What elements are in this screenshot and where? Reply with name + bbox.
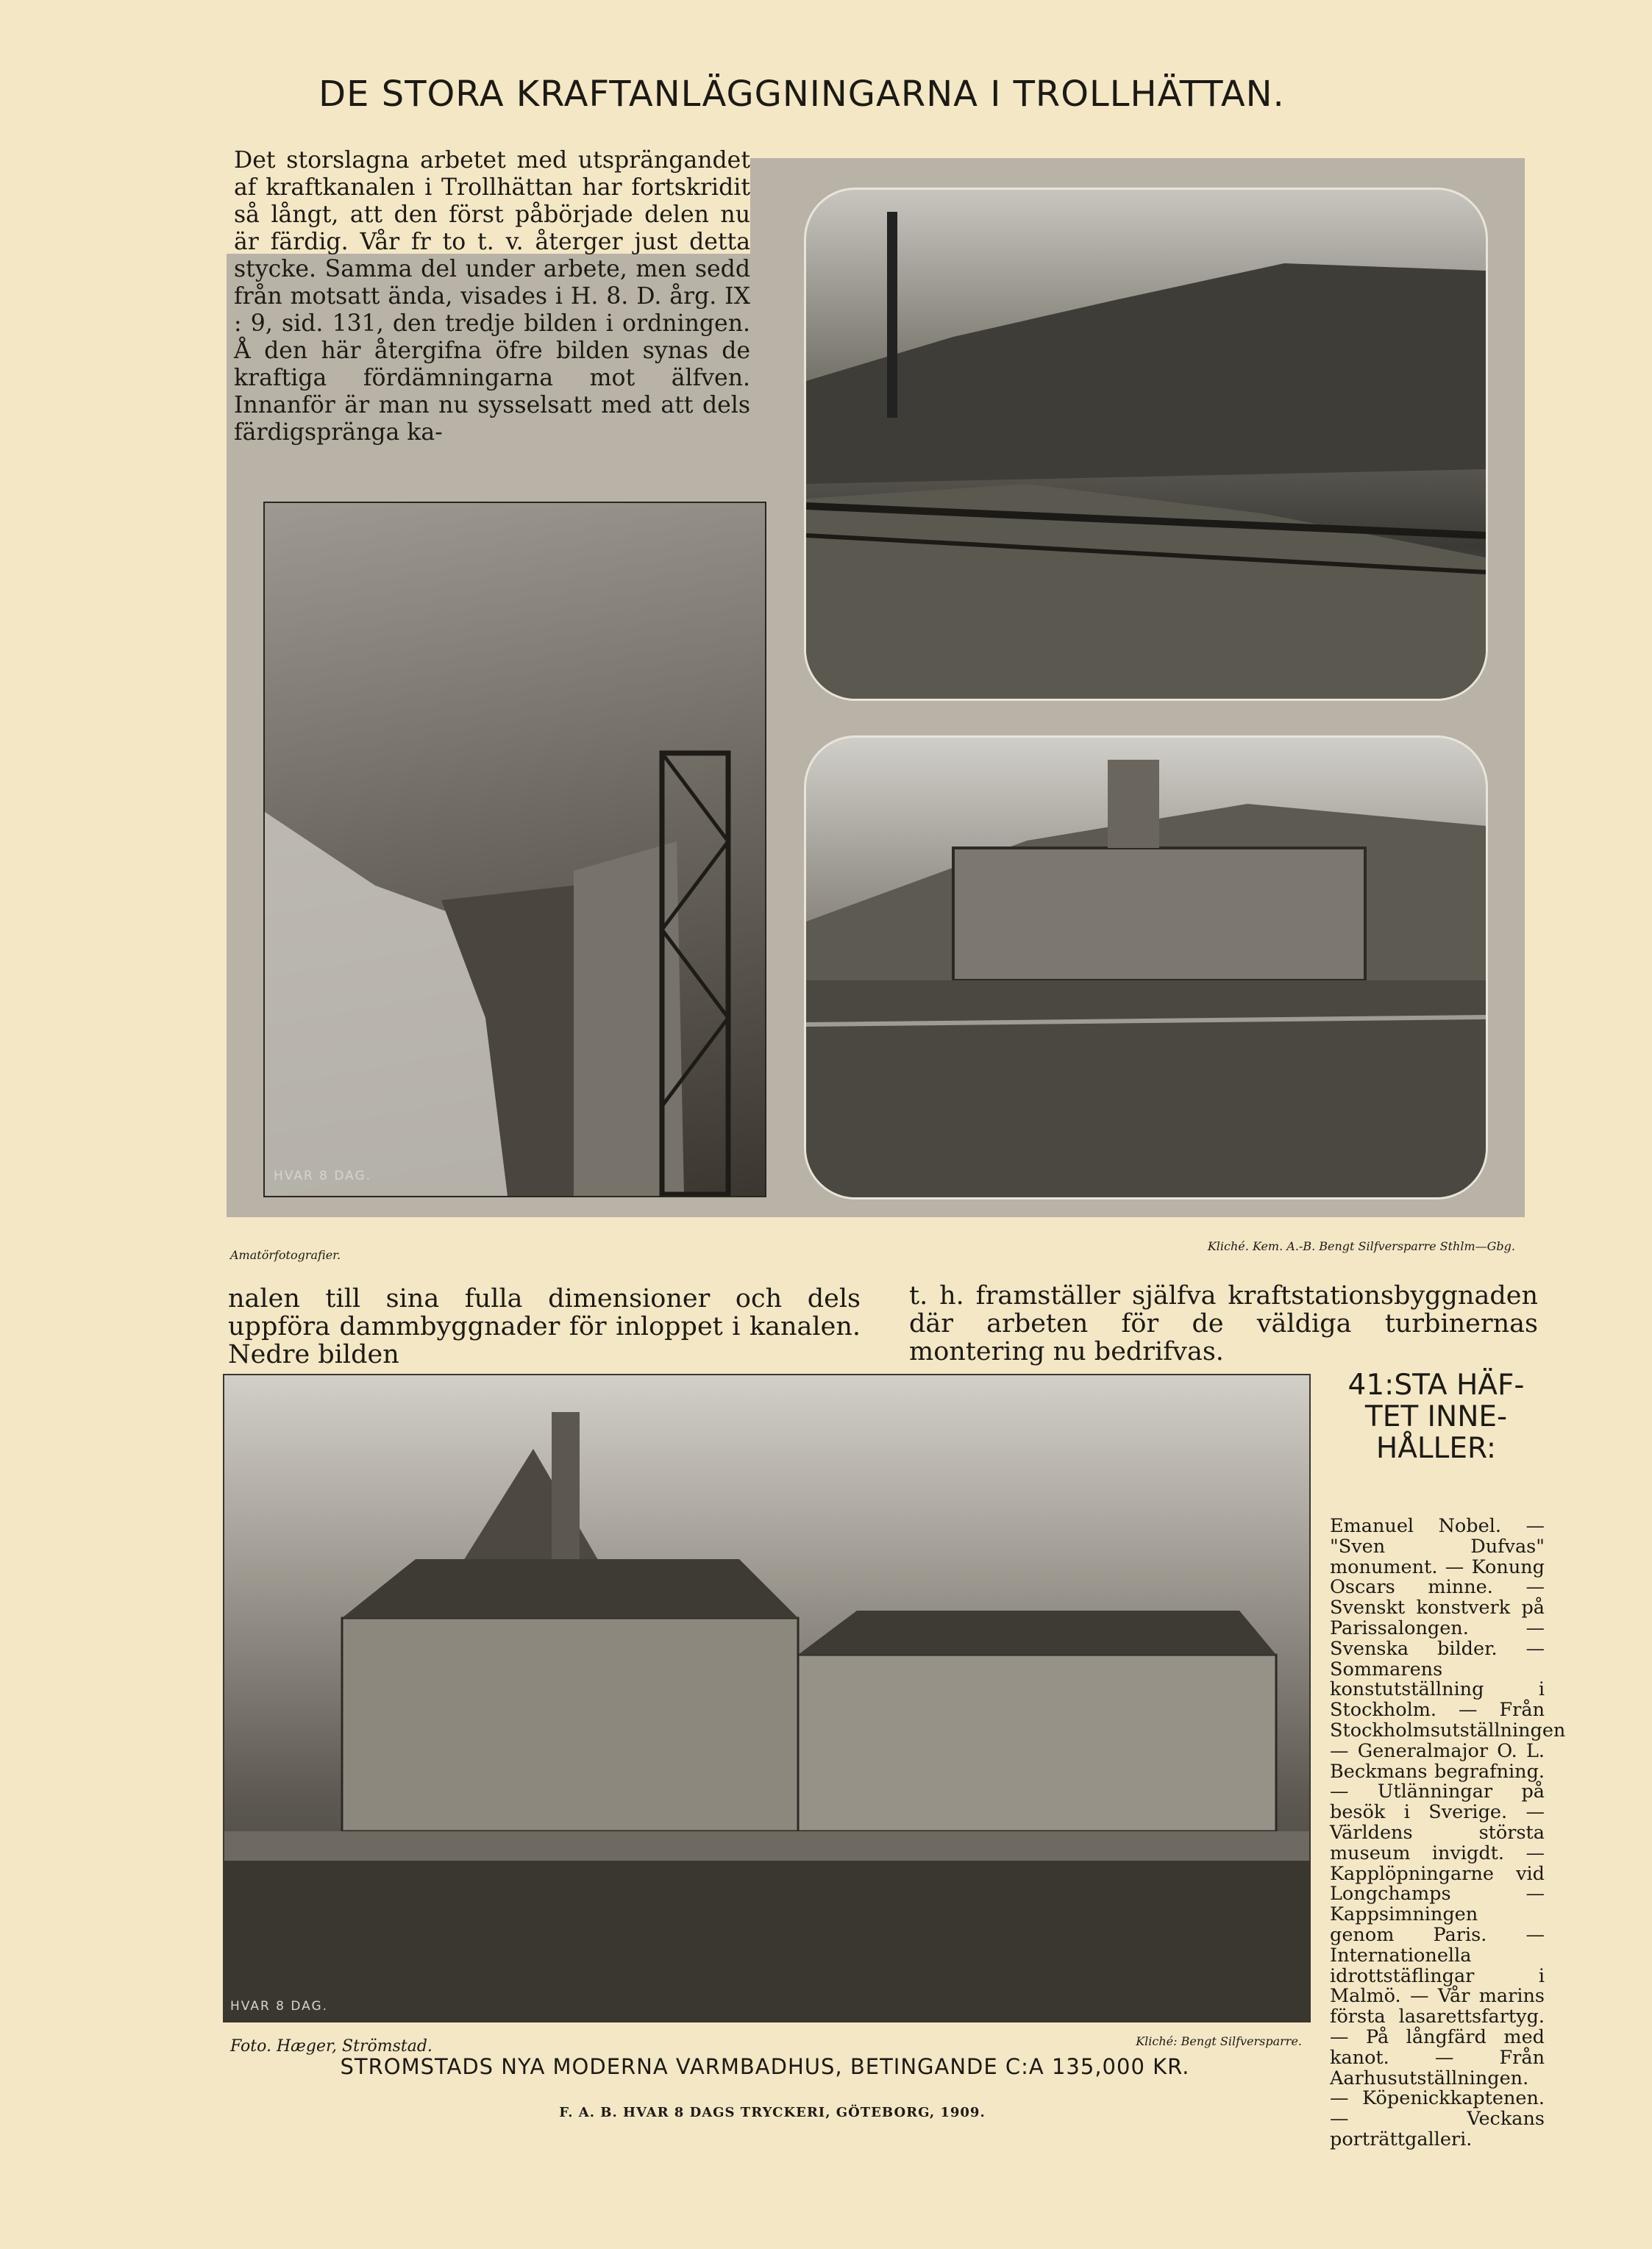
credit-amateur: Amatörfotografier. [230, 1248, 341, 1262]
sidebar-heading: 41:STA HÄF-TET INNE-HÅLLER: [1347, 1369, 1525, 1465]
credit-foto: Foto. Hæger, Strömstad. [230, 2037, 432, 2056]
photo-watermark: HVAR 8 DAG. [274, 1169, 372, 1183]
photo-varmbadhus [223, 1374, 1311, 2022]
photo-watermark-bottom: HVAR 8 DAG. [230, 1999, 329, 2014]
printer-footer: F. A. B. HVAR 8 DAGS TRYCKERI, GÖTEBORG, 1909. [559, 2105, 986, 2120]
canal-illustration [265, 503, 765, 1196]
page-title: DE STORA KRAFTANLÄGGNINGARNA I TROLLHÄTTAN. [318, 74, 1285, 115]
sidebar-contents: Emanuel Nobel. — "Sven Dufvas" monument. — Konung Oscars minne. — Svenskt konstverk på Parissalongen. — Svenska bilder. — Sommarens konstutställning i Stockholm. — Från Stockholmsutställningen — Generalmajor O. L. Beckmans begrafning. — Utlänningar på besök i Sverige. — Världens största museum invigdt. — Kapplöpningarne vid Longchamps — Kappsimningen genom Paris. — Internationella idrottstäflingar i Malmö. — Vår marins första lasarettsfartyg. — På långfärd med kanot. — Från Aarhusutställningen. — Köpenickkaptenen. — Veckans porträttgalleri. [1330, 1515, 1566, 2150]
credit-kliche-top: Kliché. Kem. A.-B. Bengt Silfversparre Sthlm—Gbg. [1207, 1239, 1515, 1253]
photo-canal-excavation [263, 502, 766, 1197]
bathhouse-illustration [224, 1375, 1309, 2021]
credit-kliche-bottom: Kliché: Bengt Silfversparre. [1136, 2034, 1302, 2048]
column-right-text: t. h. framställer själfva kraftstationsbyggnaden där arbeten för de väldiga turbinernas montering nu bedrifvas. [909, 1281, 1538, 1366]
intro-paragraph: Det storslagna arbetet med utsprängandet af kraftkanalen i Trollhättan har fortskridit så långt, att den först påbörjade delen nu är färdig. Vår fr to t. v. återger just detta stycke. Samma del under arbete, men sedd från motsatt ända, visades i H. 8. D. årg. IX : 9, sid. 131, den tredje bilden i ordningen. Å den här återgifna öfre bilden synas de kraftiga fördämningarna mot älfven. Innanför är man nu sysselsatt med att dels färdigspränga ka- [234, 147, 750, 446]
photo-dam-construction [804, 188, 1488, 701]
power-station-illustration [806, 738, 1486, 1197]
photo-caption: STROMSTADS NYA MODERNA VARMBADHUS, BETINGANDE C:A 135,000 KR. [340, 2054, 1190, 2079]
column-left-text: nalen till sina fulla dimensioner och dels uppföra dammbyggnader för inloppet i kanalen. Nedre bilden [228, 1284, 861, 1369]
photo-power-station [804, 735, 1488, 1200]
dam-illustration [806, 190, 1486, 699]
